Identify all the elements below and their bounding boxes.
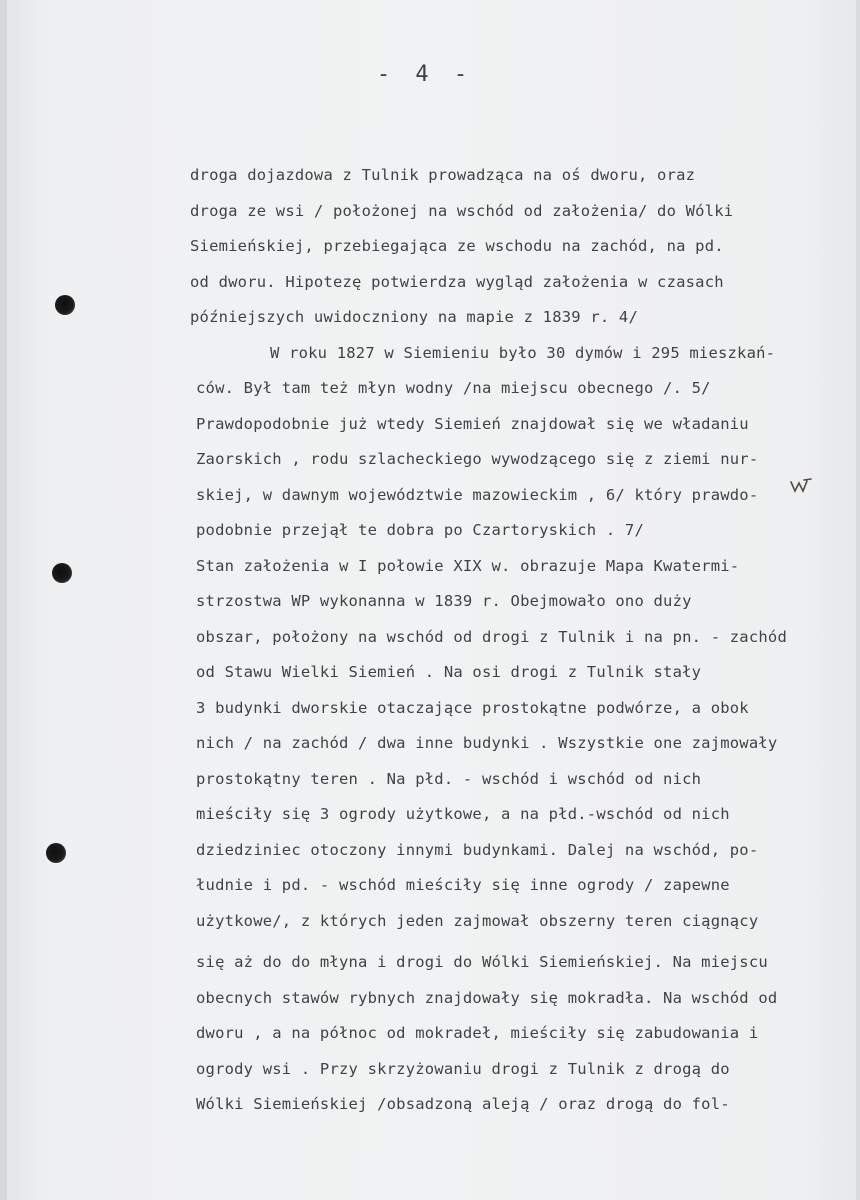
text-line-18: prostokątny teren . Na płd. - wschód i wschód od nich [196,769,702,788]
text-line-11: podobnie przejął te dobra po Czartoryskich . 7/ [196,521,644,539]
text-line-14: obszar, położony na wschód od drogi z Tulnik i na pn. - zachód [196,627,787,646]
text-line-1: droga dojazdowa z Tulnik prowadząca na oś dworu, oraz [190,166,696,184]
text-line-26: ogrody wsi . Przy skrzyżowaniu drogi z Tulnik z drogą do [196,1059,730,1078]
text-line-19: mieściły się 3 ogrody użytkowe, a na płd.-wschód od nich [196,805,730,823]
typewritten-text [190,158,830,1123]
text-line-17: nich / na zachód / dwa inne budynki . Wszystkie one zajmowały [196,734,778,752]
text-line-4: od dworu. Hipotezę potwierdza wygląd założenia w czasach [190,272,724,291]
scan-right-edge [856,0,860,1200]
text-line-5: późniejszych uwidoczniony na mapie z 1839 r. 4/ [190,308,638,326]
text-line-7: ców. Był tam też młyn wodny /na miejscu obecnego /. 5/ [196,379,711,397]
text-line-22: użytkowe/, z których jeden zajmował obszerny teren ciągnący [196,911,759,930]
text-line-20: dziedziniec otoczony innymi budynkami. Dalej na wschód, po- [196,840,759,859]
text-line-2: droga ze wsi / położonej na wschód od założenia/ do Wólki [190,201,734,220]
text-line-16: 3 budynki dworskie otaczające prostokątne podwórze, a obok [196,698,749,717]
text-line-6: W roku 1827 w Siemieniu było 30 dymów i 295 mieszkań- [270,343,776,362]
scan-left-edge [0,0,7,1200]
text-line-27: Wólki Siemieńskiej /obsadzoną aleją / oraz drogą do fol- [196,1095,730,1113]
text-line-13: strzostwa WP wykonanna w 1839 r. Obejmowało ono duży [196,592,692,610]
punch-hole-middle [52,563,72,583]
text-line-24: obecnych stawów rybnych znajdowały się mokradła. Na wschód od [196,988,778,1007]
handwritten-correction-mark [790,478,812,494]
text-line-21: łudnie i pd. - wschód mieściły się inne ogrody / zapewne [196,876,730,894]
text-line-23: się aż do do młyna i drogi do Wólki Siemieńskiej. Na miejscu [196,953,768,971]
text-line-10: skiej, w dawnym województwie mazowieckim , 6/ który prawdo- [196,485,759,504]
text-line-8: Prawdopodobnie już wtedy Siemień znajdował się we władaniu [196,414,749,433]
punch-hole-top [55,295,75,315]
text-line-12: Stan założenia w I połowie XIX w. obrazuje Mapa Kwatermi- [196,556,740,575]
text-line-9: Zaorskich , rodu szlacheckiego wywodzącego się z ziemi nur- [196,450,759,468]
punch-hole-bottom [46,843,66,863]
text-line-25: dworu , a na północ od mokradeł, mieściły się zabudowania i [196,1024,759,1042]
text-line-3: Siemieńskiej, przebiegająca ze wschodu na zachód, na pd. [190,237,724,255]
text-line-15: od Stawu Wielki Siemień . Na osi drogi z Tulnik stały [196,663,702,681]
page-number: - 4 - [376,62,474,87]
